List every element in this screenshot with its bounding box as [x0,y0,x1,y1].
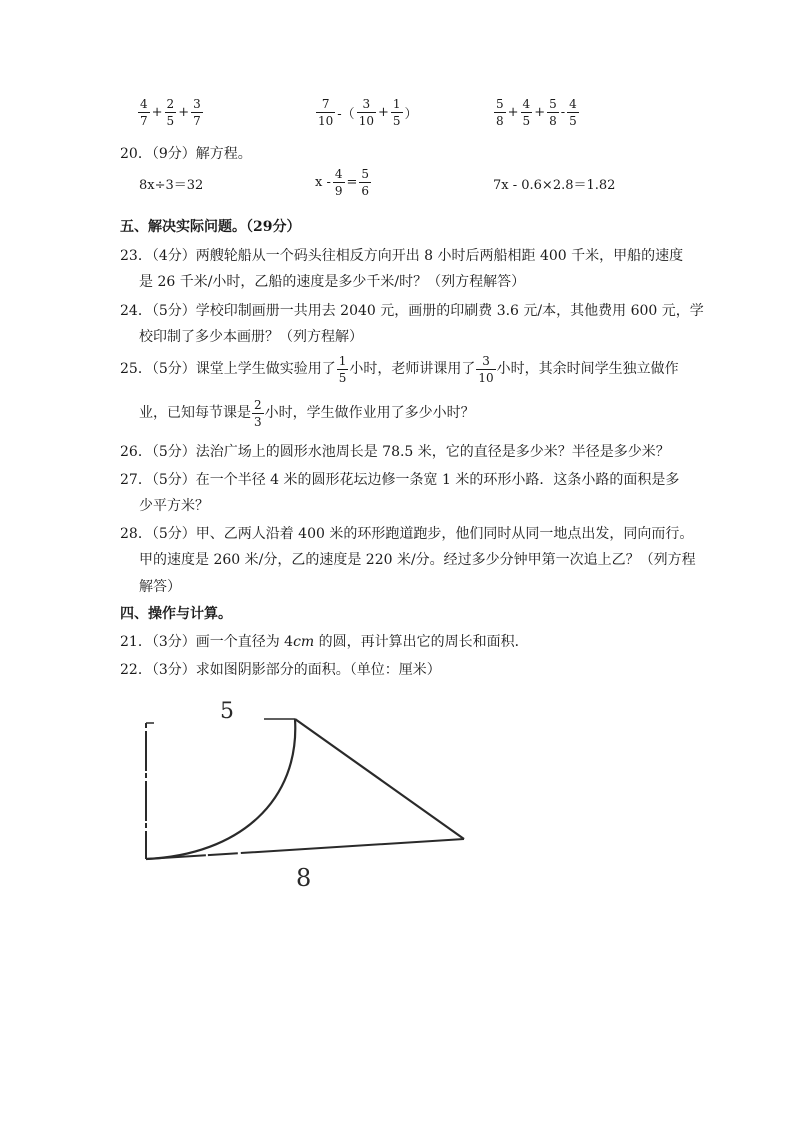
denominator: 3 [254,414,262,429]
denominator: 10 [478,370,494,385]
numerator: 1 [338,353,347,368]
hypotenuse [295,719,464,839]
operator: + [507,105,519,120]
denominator: 10 [358,114,374,128]
operator: -（ [337,107,355,122]
close-paren: ） [404,107,418,122]
section-4-heading: 四、操作与计算。 [120,606,232,622]
fraction [252,399,264,428]
operator: + [534,105,546,120]
section-5-heading: 五、解决实际问题。（29分） [120,219,301,235]
numerator: 4 [569,97,577,111]
question-24-line-1: 24．（5分）学校印制画册一共用去 2040 元，画册的印刷费 3.6 元/本，其他费用 600 元，学 [120,303,704,319]
fraction [138,98,150,127]
equals-sign: = [346,175,358,190]
fraction [521,98,533,127]
fraction [476,355,495,384]
fraction [316,98,335,127]
denominator: 5 [522,114,531,128]
numerator: 3 [357,98,376,113]
fraction [391,98,403,127]
unit: cm [293,634,315,650]
numerator: 4 [334,167,343,181]
expression-1 [137,98,204,127]
denominator: 5 [569,114,577,128]
question-23-line-2: 是 26 千米/小时，乙船的速度是多少千米/时？（列方程解答） [139,274,526,290]
numerator: 1 [392,97,401,111]
equation-1: 8x÷3＝32 [139,178,204,193]
numerator: 3 [193,97,201,111]
fraction [337,355,349,384]
question-25-line-2 [139,396,475,430]
fraction [547,98,559,127]
numerator: 5 [361,167,370,181]
text-segment: 业，已知每节课是 [139,405,251,421]
question-22: 22．（3分）求如图阴影部分的面积。（单位：厘米） [120,662,441,678]
text-segment: 小时，其余时间学生独立做作 [496,361,679,377]
question-28-line-1: 28．（5分）甲、乙两人沿着 400 米的环形跑道跑步，他们同时从同一地点出发，同向而行。 [120,526,694,542]
numerator: 7 [316,98,335,113]
denominator: 9 [334,184,343,198]
fraction [191,98,203,127]
text-segment: 小时，老师讲课用了 [349,361,476,377]
denominator: 7 [193,114,201,128]
fraction [357,98,376,127]
bottom-edge [146,839,464,859]
expression-2 [315,98,419,127]
denominator: 5 [338,370,347,385]
question-23-line-1: 23．（4分）两艘轮船从一个码头往相反方向开出 8 小时后两船相距 400 千米，甲船的速度 [120,248,684,264]
fraction [165,98,177,127]
text-segment: 小时，学生做作业用了多少小时？ [264,405,475,421]
question-26: 26．（5分）法治广场上的圆形水池周长是 78.5 米，它的直径是多少米？半径是多少米？ [120,444,670,460]
denominator: 10 [318,114,334,128]
question-21 [120,632,529,652]
numerator: 5 [549,97,557,111]
expression-3 [493,98,580,127]
equation-2 [314,168,372,197]
denominator: 7 [140,114,148,128]
text-segment: 25．（5分）课堂上学生做实验用了 [120,361,336,377]
label-top: 5 [220,699,234,724]
numerator: 4 [140,97,148,111]
text-segment: 21．（3分）画一个直径为 4 [120,634,294,650]
question-24-line-2: 校印制了多少本画册？（列方程解） [139,329,363,345]
operator: - [560,105,566,120]
shaded-area-figure [130,690,490,900]
equation-3: 7x - 0.6×2.8＝1.82 [493,178,616,193]
numerator: 4 [522,97,531,111]
question-28-line-2: 甲的速度是 260 米/分，乙的速度是 220 米/分。经过多少分钟甲第一次追上乙？（列方程 [139,552,696,568]
question-28-line-3: 解答） [139,579,181,595]
operator: + [178,105,190,120]
denominator: 8 [496,114,504,128]
denominator: 5 [166,114,175,128]
operator: + [377,105,389,120]
text-segment: 的圆，再计算出它的周长和面积． [314,634,529,650]
operator: + [151,105,163,120]
denominator: 8 [549,114,557,128]
quarter-arc [146,719,295,859]
question-27-line-1: 27．（5分）在一个半径 4 米的圆形花坛边修一条宽 1 米的环形小路．这条小路的面积是多 [120,472,680,488]
question-25-line-1 [120,352,679,386]
numerator: 2 [254,397,262,412]
denominator: 6 [361,184,370,198]
denominator: 5 [392,114,401,128]
numerator: 5 [496,97,504,111]
fraction [359,168,371,197]
question-27-line-2: 少平方米？ [139,498,209,514]
fraction [494,98,506,127]
fraction [333,168,345,197]
label-bottom: 8 [296,864,312,892]
question-20-title: 20．（9分）解方程。 [120,146,252,162]
numerator: 2 [166,97,175,111]
equation-lhs: x - [315,175,331,190]
fraction [567,98,579,127]
numerator: 3 [476,355,495,370]
